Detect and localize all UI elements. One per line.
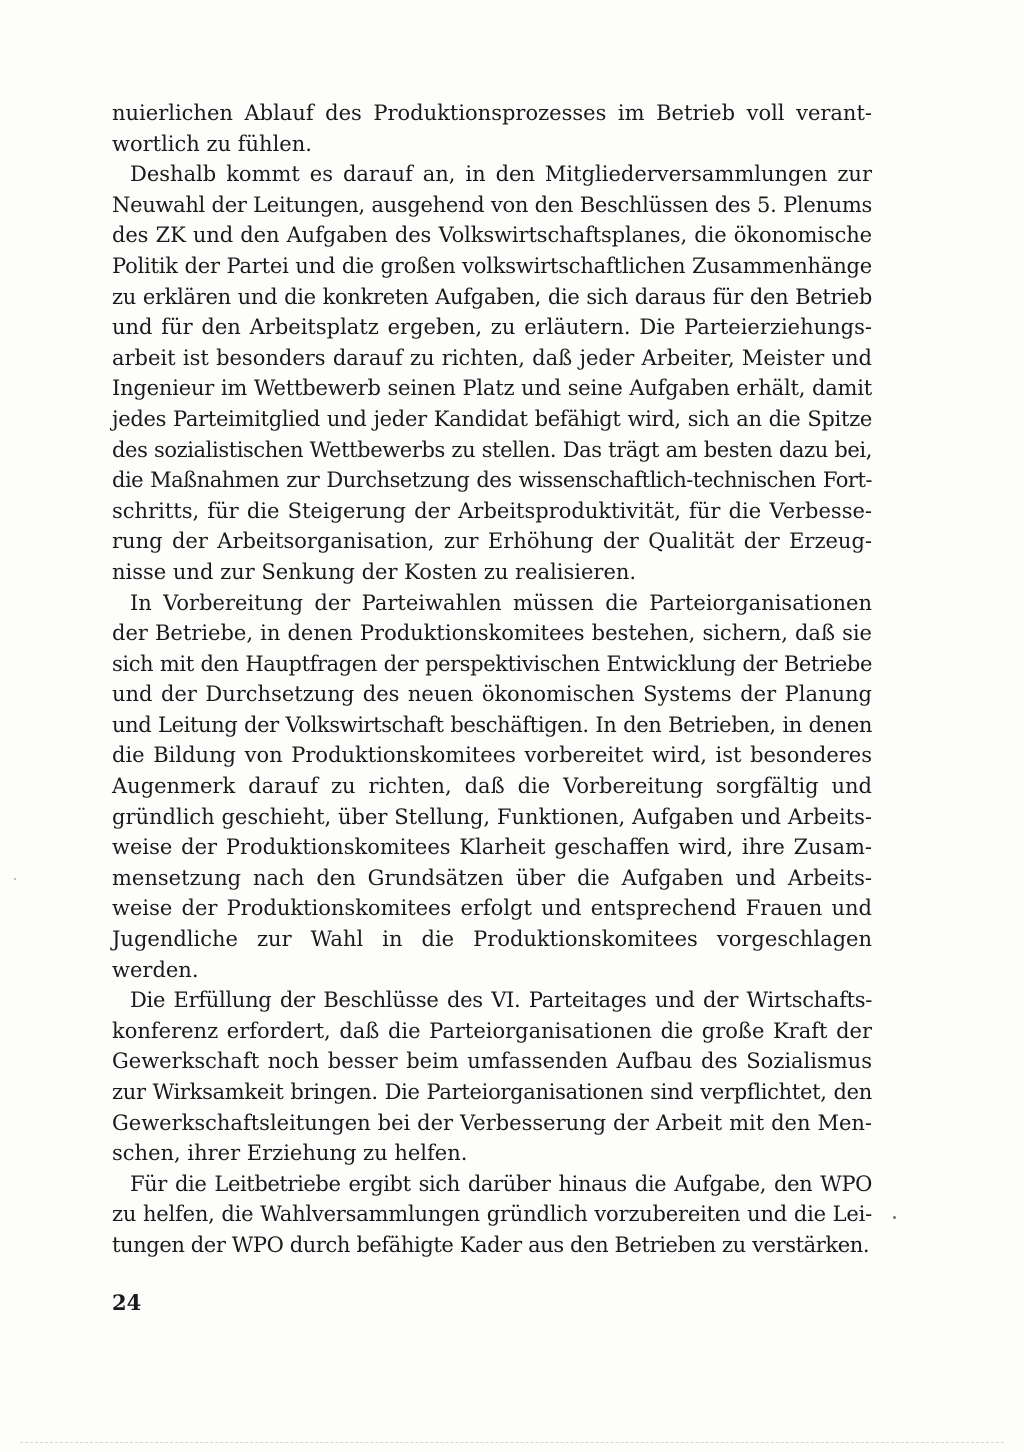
text-line: mensetzung nach den Grundsätzen über die Aufgaben und Arbeits- <box>112 865 872 890</box>
text-line: die Bildung von Produktionskomitees vorbereitet wird, ist besonderes <box>112 743 872 768</box>
paragraph <box>112 159 872 587</box>
text-line: schen, ihrer Erziehung zu helfen. <box>112 1141 468 1166</box>
paragraph <box>112 985 872 1169</box>
text-line: weise der Produktionskomitees erfolgt und entsprechend Frauen und <box>112 896 872 921</box>
text-line: nisse und zur Senkung der Kosten zu realisieren. <box>112 559 637 584</box>
page-edge-shadow <box>20 1442 1004 1444</box>
text-line: rung der Arbeitsorganisation, zur Erhöhung der Qualität der Erzeug- <box>112 529 872 554</box>
text-line: der Betriebe, in denen Produktionskomitees bestehen, sichern, daß sie <box>112 621 872 646</box>
text-line: weise der Produktionskomitees Klarheit geschaffen wird, ihre Zusam- <box>112 835 872 860</box>
paragraph <box>112 98 872 159</box>
text-line: zu helfen, die Wahlversammlungen gründlich vorzubereiten und die Lei- <box>112 1202 872 1227</box>
text-line: arbeit ist besonders darauf zu richten, daß jeder Arbeiter, Meister und <box>112 345 872 370</box>
text-line: und der Durchsetzung des neuen ökonomischen Systems der Planung <box>112 682 872 707</box>
margin-speck <box>893 1216 896 1219</box>
text-line: tungen der WPO durch befähigte Kader aus den Betrieben zu verstärken. <box>112 1232 870 1257</box>
text-line: die Maßnahmen zur Durchsetzung des wissenschaftlich-technischen Fort- <box>112 468 872 493</box>
page-number: 24 <box>112 1290 142 1315</box>
text-line: und Leitung der Volkswirtschaft beschäftigen. In den Betrieben, in denen <box>112 712 872 737</box>
text-line: schritts, für die Steigerung der Arbeitsproduktivität, für die Verbesse- <box>112 498 872 523</box>
text-line: werden. <box>112 957 199 982</box>
text-line: des ZK und den Aufgaben des Volkswirtschaftsplanes, die ökonomische <box>112 223 872 248</box>
text-line: Die Erfüllung der Beschlüsse des VI. Parteitages und der Wirtschafts- <box>130 988 872 1013</box>
paragraph <box>112 588 872 986</box>
text-line: Augenmerk darauf zu richten, daß die Vorbereitung sorgfältig und <box>112 774 872 799</box>
text-line: Gewerkschaftsleitungen bei der Verbesserung der Arbeit mit den Men- <box>112 1110 872 1135</box>
margin-speck <box>14 878 16 880</box>
text-line: zu erklären und die konkreten Aufgaben, die sich daraus für den Betrieb <box>112 284 872 309</box>
text-line: und für den Arbeitsplatz ergeben, zu erläutern. Die Parteierziehungs- <box>112 315 872 340</box>
text-line: jedes Parteimitglied und jeder Kandidat befähigt wird, sich an die Spitze <box>112 406 872 431</box>
text-line: In Vorbereitung der Parteiwahlen müssen die Parteiorganisationen <box>130 590 872 615</box>
text-line: Gewerkschaft noch besser beim umfassenden Aufbau des Sozialismus <box>112 1049 872 1074</box>
text-line: Deshalb kommt es darauf an, in den Mitgliederversammlungen zur <box>130 162 872 187</box>
text-line: konferenz erfordert, daß die Parteiorganisationen die große Kraft der <box>112 1018 872 1043</box>
text-line: Für die Leitbetriebe ergibt sich darüber hinaus die Aufgabe, den WPO <box>130 1171 872 1196</box>
body-text <box>112 98 872 1261</box>
paragraph <box>112 1169 872 1261</box>
text-line: nuierlichen Ablauf des Produktionsprozesses im Betrieb voll verant- <box>112 101 872 125</box>
text-line: Jugendliche zur Wahl in die Produktionskomitees vorgeschlagen <box>112 927 872 952</box>
text-line: sich mit den Hauptfragen der perspektivischen Entwicklung der Betriebe <box>112 651 872 676</box>
text-line: wortlich zu fühlen. <box>112 131 312 156</box>
text-line: Politik der Partei und die großen volkswirtschaftlichen Zusammenhänge <box>112 253 872 278</box>
text-line: Ingenieur im Wettbewerb seinen Platz und seine Aufgaben erhält, damit <box>112 376 872 401</box>
text-line: Neuwahl der Leitungen, ausgehend von den Beschlüssen des 5. Plenums <box>112 192 872 217</box>
text-line: zur Wirksamkeit bringen. Die Parteiorganisationen sind verpflichtet, den <box>112 1080 872 1104</box>
text-line: des sozialistischen Wettbewerbs zu stellen. Das trägt am besten dazu bei, <box>112 437 872 462</box>
text-line: gründlich geschieht, über Stellung, Funktionen, Aufgaben und Arbeits- <box>112 804 872 829</box>
